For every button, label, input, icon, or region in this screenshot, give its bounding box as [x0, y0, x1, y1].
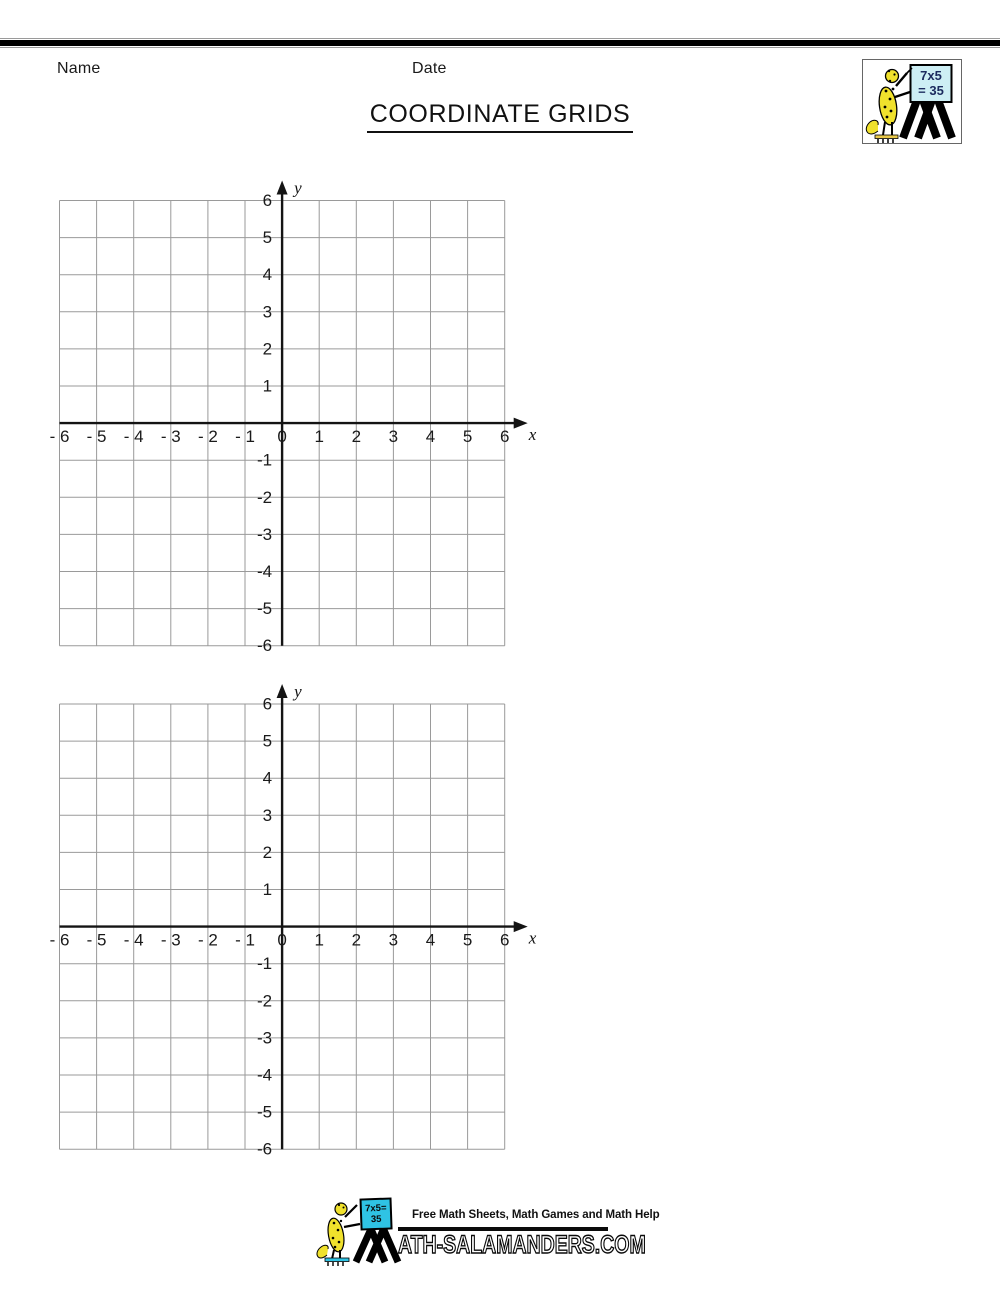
footer-logo: [314, 1197, 402, 1267]
y-tick-label: -4: [256, 562, 273, 581]
y-tick-label: 2: [262, 339, 273, 359]
date-field-label: Date: [412, 60, 447, 77]
y-tick-label: 4: [262, 265, 273, 285]
x-tick-label: 6: [499, 930, 510, 950]
x-tick-label: 0: [277, 930, 287, 950]
svg-text:7x5=: 7x5=: [364, 1202, 387, 1215]
y-axis-arrow-icon: [277, 181, 288, 195]
x-tick-label: - 2: [197, 930, 218, 950]
y-axis-arrow-icon: [277, 684, 288, 698]
y-tick-label: 3: [262, 805, 273, 825]
m-logo-icon: [356, 1229, 398, 1262]
svg-text:35: 35: [370, 1213, 382, 1226]
y-tick-label: -1: [256, 954, 273, 974]
name-field-label: Name: [57, 60, 101, 77]
footer-rule: [398, 1227, 608, 1231]
y-tick-label: -3: [256, 524, 273, 544]
y-tick-label: -2: [256, 991, 273, 1011]
y-tick-label: -6: [256, 636, 273, 656]
y-tick-label: 6: [262, 694, 273, 714]
x-axis-arrow-icon: [514, 418, 528, 429]
coordinate-grid-1: [0, 175, 560, 675]
x-tick-label: 5: [462, 427, 473, 447]
x-tick-label: - 4: [123, 930, 144, 950]
x-tick-label: 0: [277, 427, 287, 447]
footer-tagline: Free Math Sheets, Math Games and Math Help: [412, 1209, 660, 1221]
y-tick-label: -6: [256, 1139, 273, 1159]
x-tick-label: - 1: [235, 427, 255, 447]
x-tick-label: 6: [499, 427, 510, 447]
x-tick-label: - 3: [160, 427, 181, 447]
x-axis-letter: x: [528, 928, 537, 948]
y-tick-label: -4: [256, 1065, 273, 1085]
x-tick-label: - 3: [160, 930, 181, 950]
svg-text:7x5: 7x5: [920, 68, 942, 83]
x-tick-label: 4: [425, 930, 436, 950]
salamander-mascot-icon: [317, 1203, 360, 1266]
page-title-wrap: [0, 100, 1000, 133]
x-tick-label: - 1: [235, 930, 255, 950]
top-divider-rule: [0, 38, 1000, 48]
x-tick-label: 2: [351, 427, 362, 447]
x-axis-letter: x: [528, 425, 537, 445]
x-tick-label: 1: [314, 427, 324, 447]
y-tick-label: 1: [262, 880, 273, 899]
x-tick-label: - 4: [123, 427, 144, 447]
y-tick-label: -2: [256, 487, 273, 507]
x-tick-label: 1: [314, 930, 324, 950]
y-tick-label: 6: [262, 191, 273, 210]
y-tick-label: 2: [262, 842, 273, 862]
y-tick-label: 4: [262, 768, 273, 788]
x-tick-label: - 5: [86, 930, 107, 950]
y-tick-label: -3: [256, 1028, 273, 1048]
x-tick-label: 3: [388, 930, 399, 950]
x-tick-label: 2: [351, 930, 362, 950]
x-tick-label: 3: [388, 427, 399, 447]
x-tick-label: - 5: [86, 427, 107, 447]
x-tick-label: - 6: [49, 930, 70, 950]
x-tick-label: 4: [425, 427, 436, 447]
x-tick-label: - 6: [49, 427, 70, 447]
footer-brand-text: ATH-SALAMANDERS.COM: [398, 1231, 646, 1259]
coordinate-grid-2: [0, 678, 560, 1178]
y-tick-label: -1: [256, 450, 273, 470]
y-tick-label: -5: [256, 599, 273, 619]
x-axis-arrow-icon: [514, 921, 528, 932]
svg-text:= 35: = 35: [918, 83, 944, 98]
y-tick-label: -5: [256, 1102, 273, 1122]
y-axis-letter: y: [294, 178, 302, 198]
y-tick-label: 5: [262, 228, 273, 248]
y-tick-label: 5: [262, 731, 273, 751]
y-tick-label: 1: [262, 376, 273, 396]
page-title: COORDINATE GRIDS: [367, 100, 634, 133]
stool-icon: [325, 1258, 349, 1266]
y-tick-label: 3: [262, 302, 273, 322]
x-tick-label: - 2: [197, 427, 218, 447]
multiplication-board: [361, 1198, 392, 1229]
multiplication-board: [911, 65, 952, 102]
x-tick-label: 5: [462, 930, 473, 950]
y-axis-letter: y: [294, 682, 302, 701]
